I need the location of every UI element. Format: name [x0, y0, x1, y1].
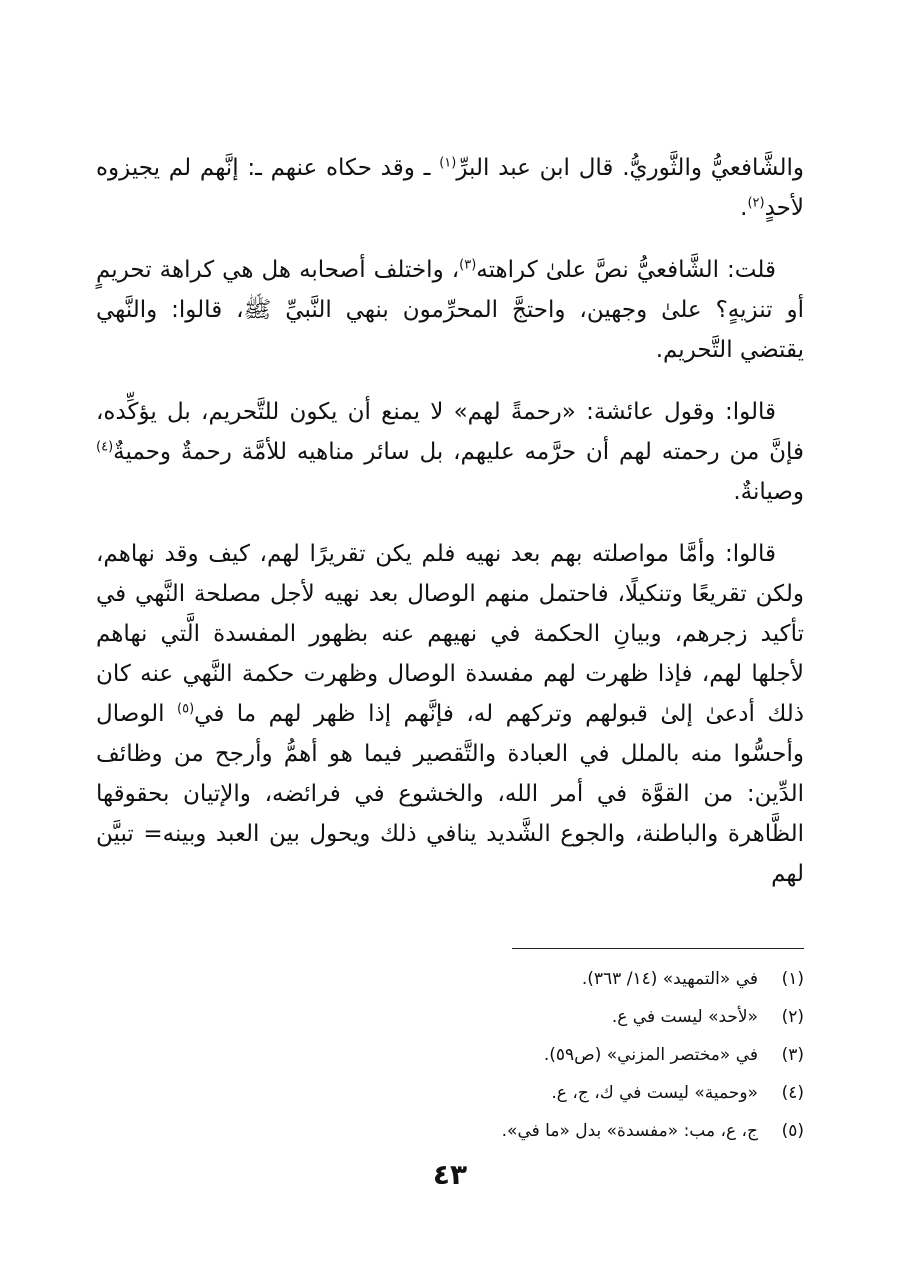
footnote-number: (٥): [781, 1121, 804, 1141]
paragraph-text: ، واختلف أصحابه هل هي كراهة تحريمٍ أو تنزيهٍ؟ علىٰ وجهين، واحتجَّ المحرِّمون بنهي النَّبيِّ ﷺ، قالوا: والنَّهي يقتضي التَّحريم.: [96, 257, 804, 363]
footnote-number: (٣): [781, 1045, 804, 1065]
footnote-number: (٢): [781, 1007, 804, 1027]
footnote-4: [96, 1074, 804, 1112]
main-text-block: [96, 148, 804, 916]
paragraph-3: [96, 392, 804, 512]
page-number: ٤٣: [432, 1158, 468, 1191]
paragraph-text: ـ وقد حكاه عنهم ـ: إنَّهم لم يجيزوه لأحدٍ: [96, 155, 804, 221]
footnote-text: في «مختصر المزني» (ص٥٩).: [543, 1045, 758, 1065]
footnote-ref-1[interactable]: (١): [439, 155, 457, 171]
footnote-text: «لأحد» ليست في ع.: [611, 1007, 758, 1027]
footnote-2: [96, 998, 804, 1036]
paragraph-4: [96, 534, 804, 894]
paragraph-1: [96, 148, 804, 228]
paragraph-text: وصيانةٌ.: [733, 479, 804, 505]
footnote-ref-2[interactable]: (٢): [747, 195, 765, 211]
footnote-3: [96, 1036, 804, 1074]
footnote-1: [96, 960, 804, 998]
footnote-number: (٤): [781, 1083, 804, 1103]
paragraph-text: قالوا: وأمَّا مواصلته بهم بعد نهيه فلم يكن تقريرًا لهم، كيف وقد نهاهم، ولكن تقريعًا وتنكيلًا، فاحتمل منهم الوصال بعد نهيه لأجل مصلحة النَّهي في تأكيد زجرهم، وبيانِ الحكمة في نهيهم عنه بظهور المفسدة الَّتي نهاهم لأجلها لهم، فإذا ظهرت لهم مفسدة الوصال وظهرت حكمة النَّهي عنه كان ذلك أدعىٰ إلىٰ قبولهم وتركهم له، فإنَّهم إذا ظهر لهم ما في: [96, 541, 805, 727]
footnotes-section: [96, 960, 804, 1150]
footnote-text: في «التمهيد» (١٤/ ٣٦٣).: [581, 969, 758, 989]
footnote-ref-5[interactable]: (٥): [177, 701, 195, 717]
footnote-ref-4[interactable]: (٤): [96, 439, 114, 455]
paragraph-2: [96, 250, 804, 370]
footnote-number: (١): [781, 969, 804, 989]
footnote-divider: [512, 948, 804, 949]
footnote-text: ج، ع، مب: «مفسدة» بدل «ما في».: [501, 1121, 758, 1141]
footnote-5: [96, 1112, 804, 1150]
paragraph-text: قلت: الشَّافعيُّ نصَّ علىٰ كراهته: [476, 257, 776, 283]
paragraph-text: والشَّافعيُّ والثَّوريُّ. قال ابن عبد البرِّ: [456, 155, 805, 181]
paragraph-text: قالوا: وقول عائشة: «رحمةً لهم» لا يمنع أن يكون للتَّحريم، بل يؤكِّده، فإنَّ من رحمته لهم أن حرَّمه عليهم، بل سائر مناهيه للأمَّة رحمةٌ وحميةٌ: [96, 399, 804, 465]
paragraph-text: الوصال وأحسُّوا منه بالملل في العبادة والتَّقصير فيما هو أهمُّ وأرجح من وظائف الدِّين: من القوَّة في أمر الله، والخشوع في فرائضه، والإتيان بحقوقها الظَّاهرة والباطنة، والجوع الشَّديد ينافي ذلك ويحول بين العبد وبينه= تبيَّن لهم: [96, 701, 804, 887]
footnote-ref-3[interactable]: (٣): [459, 257, 477, 273]
footnote-text: «وحمية» ليست في ك، ج، ع.: [551, 1083, 758, 1103]
paragraph-text: .: [740, 195, 748, 221]
